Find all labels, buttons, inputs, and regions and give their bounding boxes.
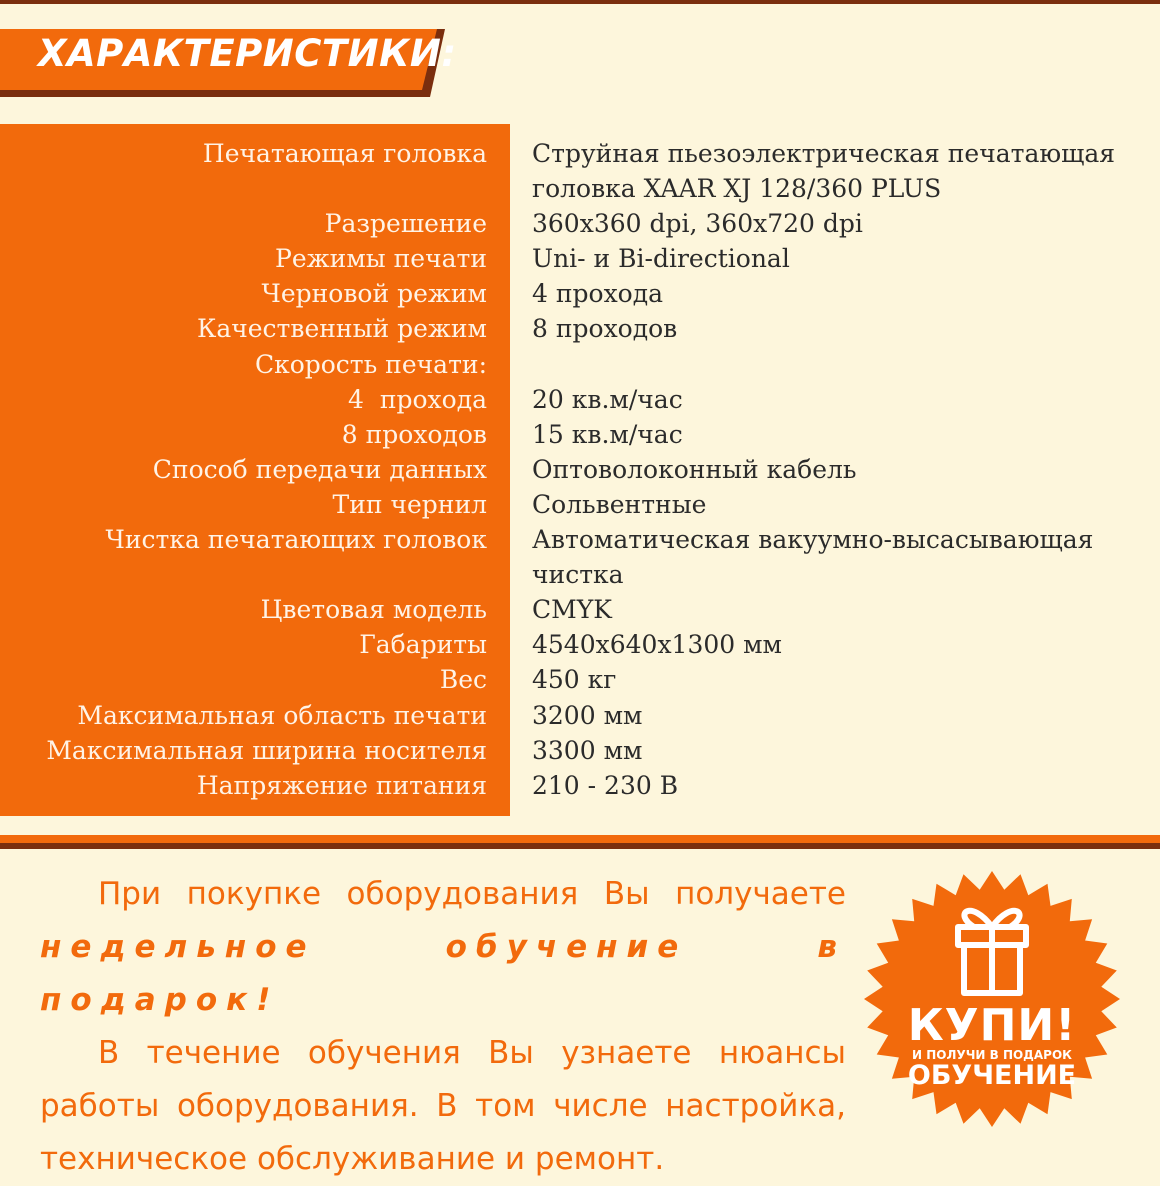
- spec-label: Качественный режим: [196, 314, 487, 344]
- spec-row: [0, 627, 1160, 662]
- badge-sub-text: И ПОЛУЧИ В ПОДАРОК: [912, 1048, 1072, 1062]
- spec-value: 15 кв.м/час: [532, 419, 683, 449]
- spec-value: 450 кг: [532, 665, 617, 695]
- promo-line: техническое обслуживание и ремонт.: [40, 1141, 665, 1177]
- promo-line: работы оборудования. В том числе настройка,: [40, 1088, 846, 1124]
- spec-row: [0, 311, 1160, 346]
- spec-row: [0, 276, 1160, 311]
- spec-label: Способ передачи данных: [152, 454, 487, 484]
- spec-table: [0, 136, 1160, 803]
- spec-label: Габариты: [359, 630, 487, 660]
- spec-value: 4 прохода: [532, 279, 664, 309]
- spec-label: Режимы печати: [275, 244, 487, 274]
- spec-row: [0, 557, 1160, 592]
- promo-line: При покупке оборудования Вы получаете: [98, 876, 846, 912]
- spec-row: [0, 662, 1160, 697]
- badge-buy-text: КУПИ!: [907, 1000, 1077, 1051]
- spec-value: 3200 мм: [532, 700, 643, 730]
- badge-training-text: ОБУЧЕНИЕ: [907, 1060, 1077, 1091]
- spec-label: Максимальная область печати: [77, 700, 487, 730]
- spec-value: Uni- и Bi-directional: [532, 244, 790, 274]
- spec-label: Напряжение питания: [196, 770, 487, 800]
- spec-label: Скорость печати:: [254, 349, 487, 379]
- spec-value: 8 проходов: [532, 314, 678, 344]
- spec-label: Разрешение: [324, 209, 487, 239]
- promo-badge: [862, 869, 1122, 1129]
- spec-label: Печатающая головка: [202, 139, 487, 168]
- spec-label: Максимальная ширина носителя: [46, 735, 487, 765]
- spec-row: [0, 347, 1160, 382]
- section-divider-shadow: [0, 843, 1160, 849]
- spec-label: [0, 557, 487, 592]
- spec-value: 210 - 230 В: [532, 770, 679, 800]
- top-divider: [0, 0, 1160, 4]
- spec-value: 20 кв.м/час: [532, 384, 683, 414]
- spec-value: Сольвентные: [532, 489, 707, 519]
- spec-value: CMYK: [532, 595, 612, 625]
- promo-highlight: недельное обучение в подарок!: [40, 929, 846, 1018]
- spec-row: [0, 241, 1160, 276]
- spec-row: [0, 417, 1160, 452]
- spec-value: Оптоволоконный кабель: [532, 454, 857, 484]
- spec-label: 4 прохода: [348, 384, 487, 414]
- spec-row: [0, 382, 1160, 417]
- spec-row: [0, 487, 1160, 522]
- promo-line: В течение обучения Вы узнаете нюансы: [98, 1035, 846, 1071]
- spec-value: 360x360 dpi, 360x720 dpi: [532, 209, 863, 239]
- spec-value: чистка: [532, 560, 624, 590]
- spec-value: головка XAAR XJ 128/360 PLUS: [532, 174, 942, 204]
- spec-value: Автоматическая вакуумно-высасывающая: [532, 525, 1094, 555]
- spec-value: [532, 347, 1132, 382]
- spec-row: [0, 206, 1160, 241]
- spec-label: 8 проходов: [341, 419, 487, 449]
- page-title: ХАРАКТЕРИСТИКИ:: [38, 32, 457, 75]
- spec-label: Тип чернил: [332, 489, 487, 519]
- spec-row: [0, 733, 1160, 768]
- spec-row: [0, 592, 1160, 627]
- spec-label: Черновой режим: [261, 279, 487, 309]
- spec-value: Струйная пьезоэлектрическая печатающая: [532, 139, 1116, 168]
- spec-row: [0, 452, 1160, 487]
- spec-label: Вес: [439, 665, 487, 695]
- spec-row: [0, 768, 1160, 803]
- spec-label: [0, 171, 487, 206]
- section-divider: [0, 835, 1160, 843]
- spec-value: 4540x640x1300 мм: [532, 630, 782, 660]
- spec-label: Чистка печатающих головок: [105, 525, 487, 555]
- spec-row: [0, 171, 1160, 206]
- spec-label: Цветовая модель: [260, 595, 487, 625]
- spec-row: [0, 522, 1160, 557]
- promo-text: [40, 868, 846, 1186]
- spec-row: [0, 698, 1160, 733]
- spec-row: [0, 136, 1160, 171]
- spec-value: 3300 мм: [532, 735, 643, 765]
